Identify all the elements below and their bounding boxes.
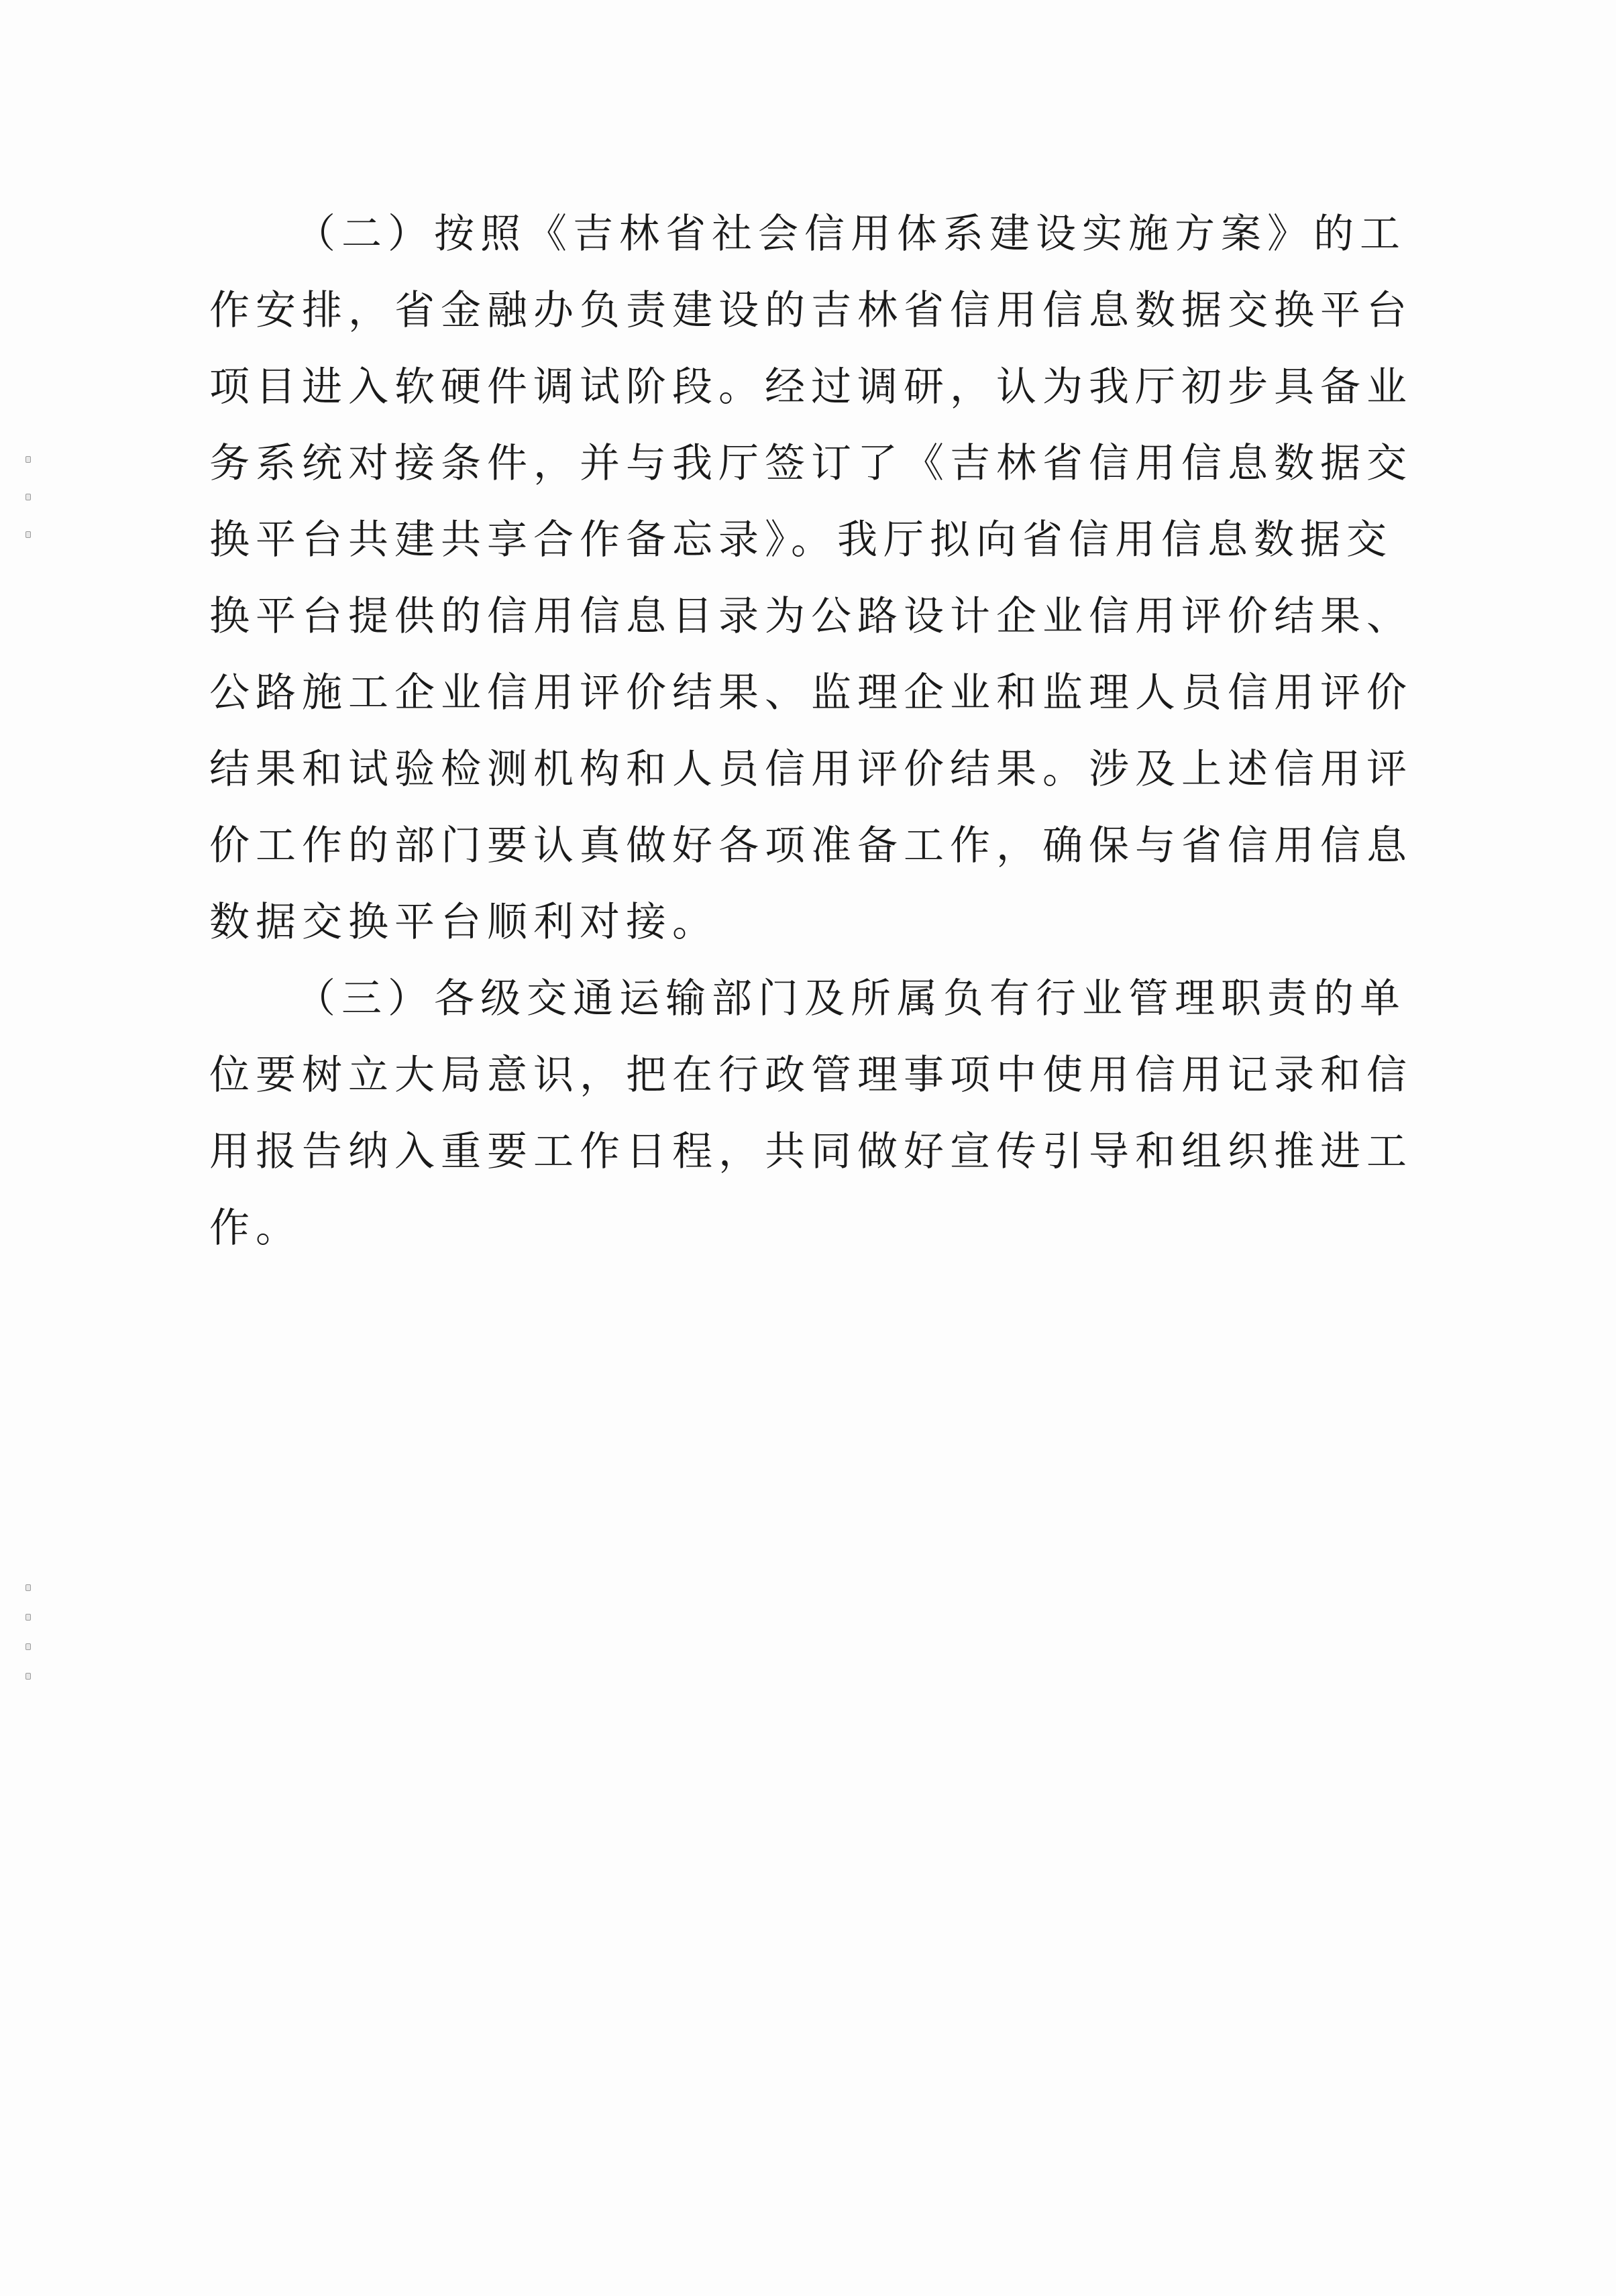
paragraph-line: 价工作的部门要认真做好各项准备工作，确保与省信用信息 <box>209 822 1413 869</box>
binding-dot <box>25 1673 31 1680</box>
paragraph-item-2 <box>209 196 1413 961</box>
binding-dot <box>25 456 31 463</box>
binding-dot <box>25 1614 31 1621</box>
paragraph-line: 位要树立大局意识，把在行政管理事项中使用信用记录和信 <box>209 1052 1413 1099</box>
binding-dot <box>25 1643 31 1650</box>
binding-dot <box>25 531 31 538</box>
document-body <box>209 196 1413 1266</box>
binding-dot <box>25 1584 31 1591</box>
paragraph-line: 用报告纳入重要工作日程，共同做好宣传引导和组织推进工 <box>209 1128 1413 1175</box>
paragraph-line: （三）各级交通运输部门及所属负有行业管理职责的单 <box>295 975 1406 1022</box>
paragraph-line: 换平台共建共享合作备忘录》。我厅拟向省信用信息数据交 <box>209 516 1393 563</box>
binding-dot <box>25 494 31 500</box>
paragraph-line: 项目进入软硬件调试阶段。经过调研，认为我厅初步具备业 <box>209 364 1413 411</box>
paragraph-line: 作安排，省金融办负责建设的吉林省信用信息数据交换平台 <box>209 287 1413 334</box>
paragraph-line: 务系统对接条件，并与我厅签订了《吉林省信用信息数据交 <box>209 440 1413 487</box>
paragraph-item-3 <box>209 961 1413 1266</box>
paragraph-line: （二）按照《吉林省社会信用体系建设实施方案》的工 <box>295 211 1406 258</box>
paragraph-line: 公路施工企业信用评价结果、监理企业和监理人员信用评价 <box>209 669 1413 716</box>
paragraph-line: 作。 <box>209 1205 302 1252</box>
paragraph-line: 结果和试验检测机构和人员信用评价结果。涉及上述信用评 <box>209 746 1413 793</box>
paragraph-line: 数据交换平台顺利对接。 <box>209 899 718 946</box>
paragraph-line: 换平台提供的信用信息目录为公路设计企业信用评价结果、 <box>209 593 1413 640</box>
